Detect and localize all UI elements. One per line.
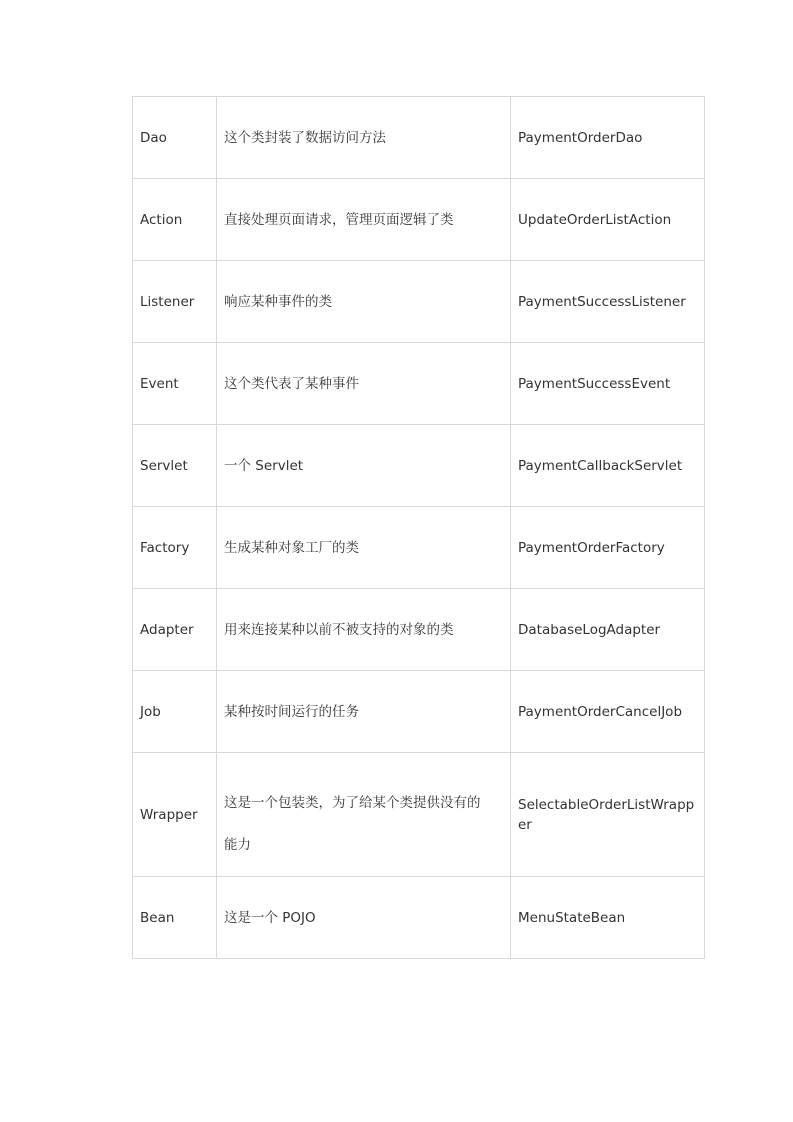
suffix-cell: Action xyxy=(133,179,217,261)
description-cell xyxy=(217,753,511,877)
example-cell: SelectableOrderListWrapper xyxy=(511,753,705,877)
description-cell: 响应某种事件的类 xyxy=(217,261,511,343)
description-cell: 直接处理页面请求，管理页面逻辑了类 xyxy=(217,179,511,261)
suffix-cell: Wrapper xyxy=(133,753,217,877)
table-row xyxy=(133,343,705,425)
table-row xyxy=(133,97,705,179)
example-cell: DatabaseLogAdapter xyxy=(511,589,705,671)
description-cell: 用来连接某种以前不被支持的对象的类 xyxy=(217,589,511,671)
example-cell: MenuStateBean xyxy=(511,877,705,959)
example-cell: PaymentOrderFactory xyxy=(511,507,705,589)
table-row xyxy=(133,261,705,343)
table-row xyxy=(133,753,705,877)
description-cell: 生成某种对象工厂的类 xyxy=(217,507,511,589)
description-line: 能力 xyxy=(224,837,251,853)
table-row xyxy=(133,425,705,507)
description-line: 这是一个包装类，为了给某个类提供没有的 xyxy=(224,795,481,811)
description-cell: 一个 Servlet xyxy=(217,425,511,507)
description-cell: 这个类代表了某种事件 xyxy=(217,343,511,425)
suffix-cell: Factory xyxy=(133,507,217,589)
description-cell: 这是一个 POJO xyxy=(217,877,511,959)
table-row xyxy=(133,877,705,959)
table-row xyxy=(133,671,705,753)
example-cell: UpdateOrderListAction xyxy=(511,179,705,261)
naming-convention-table xyxy=(132,96,705,959)
description-cell: 某种按时间运行的任务 xyxy=(217,671,511,753)
example-cell: PaymentOrderDao xyxy=(511,97,705,179)
example-cell: PaymentSuccessListener xyxy=(511,261,705,343)
description-cell: 这个类封装了数据访问方法 xyxy=(217,97,511,179)
suffix-cell: Listener xyxy=(133,261,217,343)
table-row xyxy=(133,589,705,671)
suffix-cell: Dao xyxy=(133,97,217,179)
suffix-cell: Job xyxy=(133,671,217,753)
suffix-cell: Bean xyxy=(133,877,217,959)
table-row xyxy=(133,179,705,261)
example-cell: PaymentOrderCancelJob xyxy=(511,671,705,753)
example-cell: PaymentCallbackServlet xyxy=(511,425,705,507)
suffix-cell: Event xyxy=(133,343,217,425)
example-cell: PaymentSuccessEvent xyxy=(511,343,705,425)
suffix-cell: Servlet xyxy=(133,425,217,507)
table-row xyxy=(133,507,705,589)
suffix-cell: Adapter xyxy=(133,589,217,671)
